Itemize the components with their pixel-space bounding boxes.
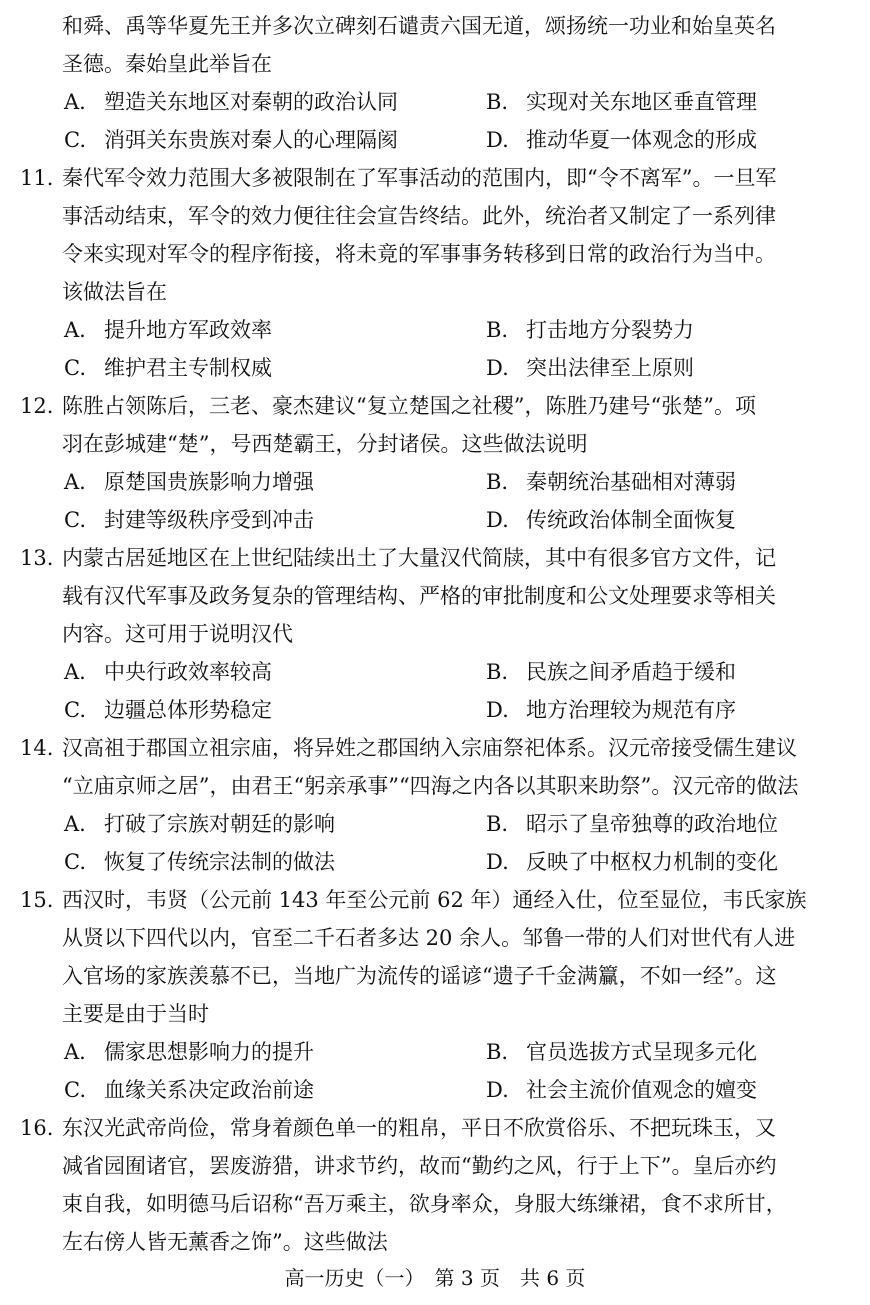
question-stem-line: 载有汉代军事及政务复杂的管理结构、严格的审批制度和公文处理要求等相关 (62, 584, 776, 608)
option-text: 维护君主专制权威 (104, 356, 272, 380)
answer-option (486, 696, 736, 724)
option-letter: D. (486, 1078, 509, 1102)
question-stem-line: 事活动结束，军令的效力便往往会宣告终结。此外，统治者又制定了一系列律 (62, 204, 776, 228)
question-stem-line: 内容。这可用于说明汉代 (62, 622, 293, 646)
question-number: 16. (20, 1116, 54, 1140)
answer-option (64, 468, 314, 496)
question-stem-line: “立庙京师之居”，由君王“躬亲承事”“四海之内各以其职来助祭”。汉元帝的做法 (62, 774, 799, 798)
option-letter: D. (486, 508, 509, 532)
question-number: 13. (20, 546, 54, 570)
option-text: 民族之间矛盾趋于缓和 (526, 660, 736, 684)
answer-option (64, 126, 398, 154)
question-number: 15. (20, 888, 54, 912)
question-stem-line: 减省园囿诸官，罢废游猎，讲求节约，故而“勤约之风，行于上下”。皇后亦约 (62, 1154, 777, 1178)
answer-option (64, 848, 335, 876)
option-text: 血缘关系决定政治前途 (104, 1078, 314, 1102)
question-stem-line: 主要是由于当时 (62, 1002, 209, 1026)
answer-option (486, 316, 694, 344)
question-stem-line: 羽在彭城建“楚”，号西楚霸王，分封诸侯。这些做法说明 (62, 432, 588, 456)
question-stem-line: 圣德。秦始皇此举旨在 (62, 52, 272, 76)
option-letter: C. (64, 508, 86, 532)
option-letter: D. (486, 356, 509, 380)
option-text: 儒家思想影响力的提升 (104, 1040, 314, 1064)
option-letter: D. (486, 698, 509, 722)
answer-option (64, 658, 272, 686)
option-text: 官员选拔方式呈现多元化 (526, 1040, 757, 1064)
option-text: 突出法律至上原则 (526, 356, 694, 380)
question-stem-line: 和舜、禹等华夏先王并多次立碑刻石谴责六国无道，颂扬统一功业和始皇英名 (62, 14, 776, 38)
option-letter: B. (486, 318, 509, 342)
answer-option (486, 506, 736, 534)
option-text: 打击地方分裂势力 (526, 318, 694, 342)
answer-option (486, 354, 694, 382)
answer-option (486, 848, 778, 876)
answer-option (486, 1076, 757, 1104)
option-letter: D. (486, 128, 509, 152)
option-letter: C. (64, 356, 86, 380)
option-text: 原楚国贵族影响力增强 (104, 470, 314, 494)
question-stem-line: 束自我，如明德马后诏称“吾万乘主，欲身率众，身服大练缣裙，食不求所甘， (62, 1192, 787, 1216)
option-text: 昭示了皇帝独尊的政治地位 (526, 812, 778, 836)
answer-option (486, 810, 778, 838)
answer-option (486, 1038, 757, 1066)
option-text: 打破了宗族对朝廷的影响 (104, 812, 335, 836)
option-text: 社会主流价值观念的嬗变 (526, 1078, 757, 1102)
option-letter: A. (64, 470, 86, 494)
option-text: 恢复了传统宗法制的做法 (104, 850, 335, 874)
option-text: 推动华夏一体观念的形成 (526, 128, 757, 152)
option-text: 提升地方军政效率 (104, 318, 272, 342)
question-number: 12. (20, 394, 54, 418)
answer-option (486, 88, 757, 116)
question-stem-line: 该做法旨在 (62, 280, 167, 304)
question-stem-line: 陈胜占领陈后，三老、豪杰建议“复立楚国之社稷”，陈胜乃建号“张楚”。项 (62, 394, 756, 418)
option-letter: A. (64, 1040, 86, 1064)
option-text: 秦朝统治基础相对薄弱 (526, 470, 736, 494)
answer-option (486, 126, 757, 154)
option-letter: A. (64, 812, 86, 836)
question-stem-line: 左右傍人皆无薰香之饰”。这些做法 (62, 1230, 388, 1254)
answer-option (64, 88, 398, 116)
question-stem-line: 从贤以下四代以内，官至二千石者多达 20 余人。邹鲁一带的人们对世代有人进 (62, 926, 796, 950)
answer-option (486, 468, 736, 496)
option-letter: C. (64, 128, 86, 152)
option-letter: B. (486, 1040, 509, 1064)
answer-option (64, 506, 314, 534)
option-letter: B. (486, 90, 509, 114)
question-stem-line: 东汉光武帝尚俭，常身着颜色单一的粗帛，平日不欣赏俗乐、不把玩珠玉，又 (62, 1116, 776, 1140)
question-stem-line: 令来实现对军令的程序衔接，将未竟的军事事务转移到日常的政治行为当中。 (62, 242, 776, 266)
option-letter: C. (64, 1078, 86, 1102)
option-text: 传统政治体制全面恢复 (526, 508, 736, 532)
option-letter: C. (64, 698, 86, 722)
page-footer: 高一历史（一） 第 3 页 共 6 页 (284, 1266, 586, 1290)
option-text: 消弭关东贵族对秦人的心理隔阂 (104, 128, 398, 152)
option-letter: A. (64, 90, 86, 114)
answer-option (64, 810, 335, 838)
option-letter: A. (64, 660, 86, 684)
answer-option (64, 1038, 314, 1066)
option-text: 边疆总体形势稳定 (104, 698, 272, 722)
option-letter: C. (64, 850, 86, 874)
answer-option (64, 696, 272, 724)
question-number: 11. (20, 166, 54, 190)
question-stem-line: 汉高祖于郡国立祖宗庙，将异姓之郡国纳入宗庙祭祀体系。汉元帝接受儒生建议 (62, 736, 797, 760)
answer-option (64, 354, 272, 382)
option-text: 实现对关东地区垂直管理 (526, 90, 757, 114)
question-stem-line: 入官场的家族羡慕不已，当地广为流传的谣谚“遗子千金满籯，不如一经”。这 (62, 964, 777, 988)
option-letter: B. (486, 660, 509, 684)
question-stem-line: 西汉时，韦贤（公元前 143 年至公元前 62 年）通经入仕，位至显位，韦氏家族 (62, 888, 807, 912)
option-letter: D. (486, 850, 509, 874)
question-number: 14. (20, 736, 54, 760)
answer-option (64, 316, 272, 344)
answer-option (64, 1076, 314, 1104)
option-text: 塑造关东地区对秦朝的政治认同 (104, 90, 398, 114)
option-text: 地方治理较为规范有序 (526, 698, 736, 722)
question-stem-line: 内蒙古居延地区在上世纪陆续出土了大量汉代简牍，其中有很多官方文件，记 (62, 546, 776, 570)
option-text: 封建等级秩序受到冲击 (104, 508, 314, 532)
option-letter: A. (64, 318, 86, 342)
option-text: 中央行政效率较高 (104, 660, 272, 684)
answer-option (486, 658, 736, 686)
option-letter: B. (486, 812, 509, 836)
question-stem-line: 秦代军令效力范围大多被限制在了军事活动的范围内，即“令不离军”。一旦军 (62, 166, 777, 190)
option-letter: B. (486, 470, 509, 494)
option-text: 反映了中枢权力机制的变化 (526, 850, 778, 874)
